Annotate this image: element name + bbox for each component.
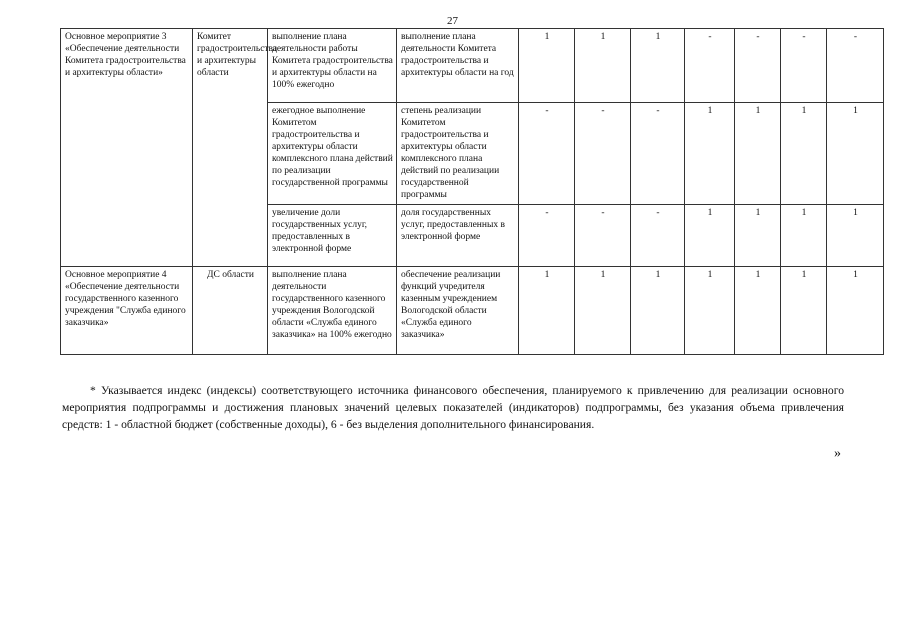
value-cell: 1 xyxy=(827,267,884,355)
result-cell: ежегодное выполнение Комитетом градостроительства и архитектуры области комплексного плана действий по реализации государственной программы xyxy=(268,103,397,205)
indicator-cell: выполнение плана деятельности Комитета градостроительства и архитектуры области на год xyxy=(397,29,519,103)
plan-table xyxy=(60,28,884,355)
value-cell: 1 xyxy=(735,103,781,205)
value-cell: 1 xyxy=(735,267,781,355)
value-cell: - xyxy=(781,29,827,103)
result-cell: выполнение плана деятельности работы Комитета градостроительства и архитектуры области на 100% ежегодно xyxy=(268,29,397,103)
indicator-cell: степень реализации Комитетом градостроительства и архитектуры области комплексного плана действий по реализации государственной программы xyxy=(397,103,519,205)
value-cell: - xyxy=(575,103,631,205)
event-cell: Основное мероприятие 3 «Обеспечение деятельности Комитета градостроительства и архитектуры области» xyxy=(61,29,193,267)
value-cell: - xyxy=(827,29,884,103)
value-cell: 1 xyxy=(519,267,575,355)
value-cell: 1 xyxy=(575,29,631,103)
value-cell: 1 xyxy=(685,205,735,267)
value-cell: - xyxy=(519,103,575,205)
value-cell: - xyxy=(685,29,735,103)
value-cell: 1 xyxy=(519,29,575,103)
value-cell: 1 xyxy=(781,267,827,355)
executor-cell: ДС области xyxy=(193,267,268,355)
event-cell: Основное мероприятие 4 «Обеспечение деятельности государственного казенного учреждения "Служба единого заказчика» xyxy=(61,267,193,355)
footnote xyxy=(62,382,844,433)
footnote-text: * Указывается индекс (индексы) соответствующего источника финансового обеспечения, планируемого к привлечению для реализации основного мероприятия подпрограммы и достижения плановых значений целевых показателей (индикаторов) подпрограммы, без указания объема привлечения средств: 1 - областной бюджет (собственные доходы), 6 - без выделения дополнительного финансирования. xyxy=(62,384,844,431)
value-cell: 1 xyxy=(631,267,685,355)
value-cell: 1 xyxy=(781,103,827,205)
value-cell: 1 xyxy=(781,205,827,267)
value-cell: - xyxy=(631,103,685,205)
value-cell: 1 xyxy=(685,103,735,205)
value-cell: - xyxy=(575,205,631,267)
value-cell: 1 xyxy=(575,267,631,355)
value-cell: 1 xyxy=(631,29,685,103)
value-cell: - xyxy=(631,205,685,267)
result-cell: выполнение плана деятельности государственного казенного учреждения Вологодской области «Служба единого заказчика» на 100% ежегодно xyxy=(268,267,397,355)
value-cell: - xyxy=(735,29,781,103)
closing-quote: » xyxy=(834,446,841,461)
value-cell: 1 xyxy=(735,205,781,267)
value-cell: 1 xyxy=(827,103,884,205)
result-cell: увеличение доли государственных услуг, предоставленных в электронной форме xyxy=(268,205,397,267)
page-number: 27 xyxy=(447,15,458,27)
table-row xyxy=(61,29,884,103)
value-cell: - xyxy=(519,205,575,267)
value-cell: 1 xyxy=(685,267,735,355)
value-cell: 1 xyxy=(827,205,884,267)
table-row xyxy=(61,267,884,355)
indicator-cell: доля государственных услуг, предоставленных в электронной форме xyxy=(397,205,519,267)
executor-cell: Комитет градостроительства и архитектуры области xyxy=(193,29,268,267)
indicator-cell: обеспечение реализации функций учредителя казенным учреждением Вологодской области «Служба единого заказчика» xyxy=(397,267,519,355)
